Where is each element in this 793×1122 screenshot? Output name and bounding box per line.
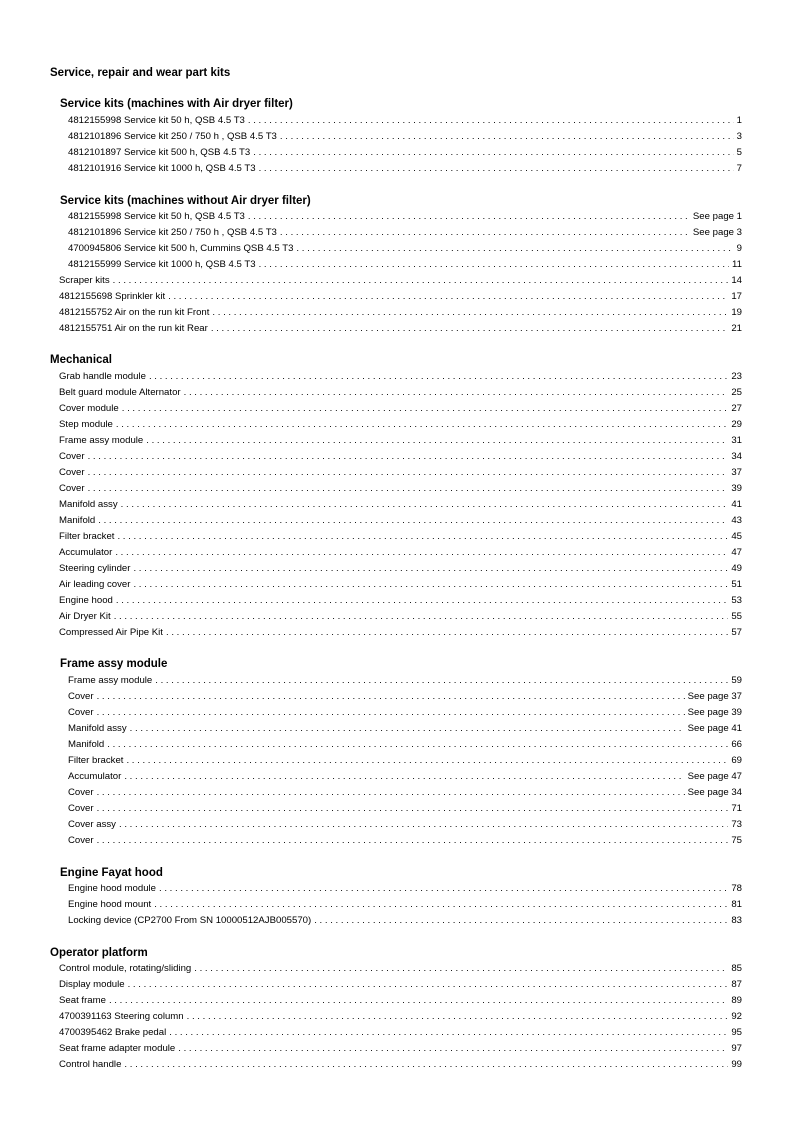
leader-dots: [88, 482, 729, 496]
entry-label: Display module: [59, 979, 125, 990]
subsection-heading: Service kits (machines without Air dryer filter): [60, 195, 311, 207]
section-heading: Operator platform: [50, 947, 148, 959]
leader-dots: [149, 370, 728, 384]
entry-page: 55: [731, 611, 742, 622]
entry-label: Manifold assy: [59, 499, 118, 510]
entry-page: 45: [731, 531, 742, 542]
leader-dots: [116, 594, 728, 608]
entry-label: Manifold: [59, 515, 96, 526]
entry-page: 14: [731, 275, 742, 286]
leader-dots: [97, 834, 729, 848]
entry-page: See page 34: [687, 787, 742, 798]
entry-label: Cover: [68, 707, 94, 718]
leader-dots: [88, 466, 729, 480]
entry-label: 4812155998 Service kit 50 h, QSB 4.5 T3: [68, 211, 245, 222]
toc-entry[interactable]: [68, 242, 742, 256]
entry-label: Cover module: [59, 403, 119, 414]
entry-label: Frame assy module: [68, 675, 153, 686]
entry-label: 4812155751 Air on the run kit Rear: [59, 323, 208, 334]
toc-entry[interactable]: [59, 274, 742, 288]
entry-page: 7: [736, 163, 742, 174]
entry-page: See page 39: [687, 707, 742, 718]
entry-label: Air Dryer Kit: [59, 611, 111, 622]
entry-page: 3: [736, 131, 742, 142]
entry-label: Grab handle module: [59, 371, 146, 382]
leader-dots: [124, 770, 684, 784]
entry-label: Cover: [68, 803, 94, 814]
leader-dots: [166, 626, 728, 640]
toc-entry[interactable]: [59, 418, 742, 432]
leader-dots: [194, 962, 728, 976]
entry-page: 25: [731, 387, 742, 398]
leader-dots: [296, 242, 733, 256]
entry-page: 29: [731, 419, 742, 430]
toc-entry[interactable]: [68, 690, 742, 704]
entry-label: Cover: [59, 451, 85, 462]
toc-entry[interactable]: [59, 1010, 742, 1024]
entry-page: 43: [731, 515, 742, 526]
entry-page: 57: [731, 627, 742, 638]
leader-dots: [169, 1026, 728, 1040]
entry-page: 37: [731, 467, 742, 478]
entry-label: Steering cylinder: [59, 563, 131, 574]
entry-page: 59: [731, 675, 742, 686]
entry-page: See page 37: [687, 691, 742, 702]
section-heading: Service, repair and wear part kits: [50, 67, 231, 79]
toc-entry[interactable]: [68, 802, 742, 816]
toc-entry[interactable]: [59, 386, 742, 400]
entry-label: Manifold assy: [68, 723, 127, 734]
entry-label: Manifold: [68, 739, 105, 750]
toc-entry[interactable]: [59, 402, 742, 416]
leader-dots: [88, 450, 729, 464]
leader-dots: [211, 322, 729, 336]
entry-label: Filter bracket: [59, 531, 115, 542]
toc-entry[interactable]: [68, 898, 742, 912]
entry-label: Control module, rotating/sliding: [59, 963, 192, 974]
leader-dots: [280, 130, 734, 144]
leader-dots: [178, 1042, 728, 1056]
leader-dots: [259, 162, 734, 176]
entry-label: 4812101896 Service kit 250 / 750 h , QSB 4.5 T3: [68, 227, 277, 238]
entry-label: Control handle: [59, 1059, 122, 1070]
entry-label: Cover: [68, 691, 94, 702]
toc-entry[interactable]: [59, 578, 742, 592]
toc-entry[interactable]: [59, 466, 742, 480]
leader-dots: [128, 978, 729, 992]
entry-page: 23: [731, 371, 742, 382]
entry-label: Filter bracket: [68, 755, 124, 766]
entry-label: 4812101896 Service kit 250 / 750 h , QSB 4.5 T3: [68, 131, 277, 142]
leader-dots: [124, 1058, 728, 1072]
leader-dots: [130, 722, 685, 736]
leader-dots: [184, 386, 729, 400]
leader-dots: [133, 562, 728, 576]
leader-dots: [248, 114, 734, 128]
entry-label: 4812155698 Sprinkler kit: [59, 291, 166, 302]
leader-dots: [280, 226, 690, 240]
entry-label: Frame assy module: [59, 435, 144, 446]
entry-label: 4812101916 Service kit 1000 h, QSB 4.5 T3: [68, 163, 256, 174]
entry-label: 4700391163 Steering column: [59, 1011, 184, 1022]
toc-entry[interactable]: [68, 818, 742, 832]
entry-page: 85: [731, 963, 742, 974]
leader-dots: [119, 818, 728, 832]
toc-entry[interactable]: [59, 498, 742, 512]
entry-page: 66: [731, 739, 742, 750]
leader-dots: [126, 754, 728, 768]
entry-label: 4812155998 Service kit 50 h, QSB 4.5 T3: [68, 115, 245, 126]
toc-entry[interactable]: [59, 546, 742, 560]
leader-dots: [117, 530, 728, 544]
entry-label: 4812155999 Service kit 1000 h, QSB 4.5 T3: [68, 259, 256, 270]
toc-entry[interactable]: [59, 322, 742, 336]
toc-entry[interactable]: [68, 706, 742, 720]
entry-page: 71: [731, 803, 742, 814]
leader-dots: [159, 882, 728, 896]
entry-page: See page 3: [692, 227, 742, 238]
leader-dots: [259, 258, 729, 272]
toc-entry[interactable]: [59, 514, 742, 528]
leader-dots: [154, 898, 728, 912]
toc-entry[interactable]: [68, 914, 742, 928]
entry-label: Cover assy: [68, 819, 116, 830]
subsection-heading: Frame assy module: [60, 658, 168, 670]
leader-dots: [113, 274, 729, 288]
entry-page: 39: [731, 483, 742, 494]
entry-page: 81: [731, 899, 742, 910]
entry-page: 11: [732, 259, 742, 270]
toc-entry[interactable]: [68, 674, 742, 688]
leader-dots: [146, 434, 728, 448]
entry-page: See page 47: [687, 771, 742, 782]
leader-dots: [122, 402, 729, 416]
leader-dots: [107, 738, 728, 752]
toc-entry[interactable]: [68, 738, 742, 752]
entry-page: 87: [731, 979, 742, 990]
toc-entry[interactable]: [68, 258, 742, 272]
entry-page: 19: [731, 307, 742, 318]
leader-dots: [109, 994, 728, 1008]
entry-label: 4812101897 Service kit 500 h, QSB 4.5 T3: [68, 147, 251, 158]
leader-dots: [133, 578, 728, 592]
leader-dots: [253, 146, 733, 160]
entry-label: Seat frame adapter module: [59, 1043, 176, 1054]
toc-entry[interactable]: [68, 226, 742, 240]
toc-entry[interactable]: [68, 114, 742, 128]
entry-label: Step module: [59, 419, 113, 430]
leader-dots: [97, 802, 729, 816]
entry-label: Engine hood module: [68, 883, 157, 894]
entry-page: 97: [731, 1043, 742, 1054]
entry-page: 27: [731, 403, 742, 414]
entry-page: 51: [731, 579, 742, 590]
toc-entry[interactable]: [68, 210, 742, 224]
entry-label: Cover: [59, 483, 85, 494]
leader-dots: [116, 418, 728, 432]
entry-page: 9: [736, 243, 742, 254]
leader-dots: [168, 290, 728, 304]
toc-entry[interactable]: [59, 306, 742, 320]
entry-page: 31: [731, 435, 742, 446]
entry-page: 53: [731, 595, 742, 606]
toc-entry[interactable]: [59, 978, 742, 992]
leader-dots: [115, 546, 728, 560]
entry-label: Cover: [59, 467, 85, 478]
entry-label: Air leading cover: [59, 579, 131, 590]
entry-page: 5: [736, 147, 742, 158]
toc-entry[interactable]: [59, 1058, 742, 1072]
entry-page: See page 1: [692, 211, 742, 222]
entry-page: See page 41: [687, 723, 742, 734]
entry-page: 47: [731, 547, 742, 558]
toc-entry[interactable]: [59, 482, 742, 496]
entry-label: Engine hood mount: [68, 899, 152, 910]
leader-dots: [187, 1010, 729, 1024]
leader-dots: [212, 306, 728, 320]
entry-page: 1: [736, 115, 742, 126]
entry-label: Cover: [68, 835, 94, 846]
toc-entry[interactable]: [59, 450, 742, 464]
leader-dots: [155, 674, 728, 688]
subsection-heading: Service kits (machines with Air dryer filter): [60, 98, 293, 110]
toc-entry[interactable]: [59, 610, 742, 624]
entry-page: 89: [731, 995, 742, 1006]
entry-label: Engine hood: [59, 595, 113, 606]
entry-page: 83: [731, 915, 742, 926]
entry-page: 78: [731, 883, 742, 894]
toc-entry[interactable]: [68, 834, 742, 848]
entry-label: Accumulator: [68, 771, 122, 782]
leader-dots: [121, 498, 729, 512]
entry-label: Seat frame: [59, 995, 106, 1006]
entry-page: 95: [731, 1027, 742, 1038]
entry-page: 99: [731, 1059, 742, 1070]
entry-label: 4700945806 Service kit 500 h, Cummins QSB 4.5 T3: [68, 243, 294, 254]
toc-entry[interactable]: [59, 626, 742, 640]
leader-dots: [97, 786, 685, 800]
leader-dots: [114, 610, 729, 624]
leader-dots: [97, 706, 685, 720]
toc-entry[interactable]: [68, 130, 742, 144]
toc-entry[interactable]: [59, 962, 742, 976]
toc-entry[interactable]: [59, 370, 742, 384]
toc-entry[interactable]: [68, 754, 742, 768]
toc-entry[interactable]: [59, 530, 742, 544]
toc-entry[interactable]: [68, 770, 742, 784]
entry-label: Locking device (CP2700 From SN 10000512AJB005570): [68, 915, 312, 926]
toc-entry[interactable]: [59, 290, 742, 304]
toc-entry[interactable]: [68, 882, 742, 896]
toc-entry[interactable]: [68, 162, 742, 176]
entry-label: 4812155752 Air on the run kit Front: [59, 307, 210, 318]
leader-dots: [98, 514, 728, 528]
toc-entry[interactable]: [59, 1042, 742, 1056]
entry-page: 41: [731, 499, 742, 510]
entry-page: 34: [731, 451, 742, 462]
toc-entry[interactable]: [68, 146, 742, 160]
toc-entry[interactable]: [59, 594, 742, 608]
entry-label: Cover: [68, 787, 94, 798]
entry-page: 49: [731, 563, 742, 574]
toc-entry[interactable]: [68, 786, 742, 800]
entry-page: 17: [731, 291, 742, 302]
entry-page: 75: [731, 835, 742, 846]
toc-entry[interactable]: [68, 722, 742, 736]
subsection-heading: Engine Fayat hood: [60, 867, 163, 879]
toc-entry[interactable]: [59, 562, 742, 576]
entry-label: Scraper kits: [59, 275, 110, 286]
toc-entry[interactable]: [59, 434, 742, 448]
entry-page: 21: [731, 323, 742, 334]
entry-label: Belt guard module Alternator: [59, 387, 181, 398]
entry-page: 92: [731, 1011, 742, 1022]
entry-page: 69: [731, 755, 742, 766]
toc-entry[interactable]: [59, 1026, 742, 1040]
entry-page: 73: [731, 819, 742, 830]
leader-dots: [314, 914, 728, 928]
section-heading: Mechanical: [50, 354, 112, 366]
entry-label: Accumulator: [59, 547, 113, 558]
toc-entry[interactable]: [59, 994, 742, 1008]
leader-dots: [97, 690, 685, 704]
entry-label: Compressed Air Pipe Kit: [59, 627, 163, 638]
leader-dots: [248, 210, 690, 224]
entry-label: 4700395462 Brake pedal: [59, 1027, 167, 1038]
